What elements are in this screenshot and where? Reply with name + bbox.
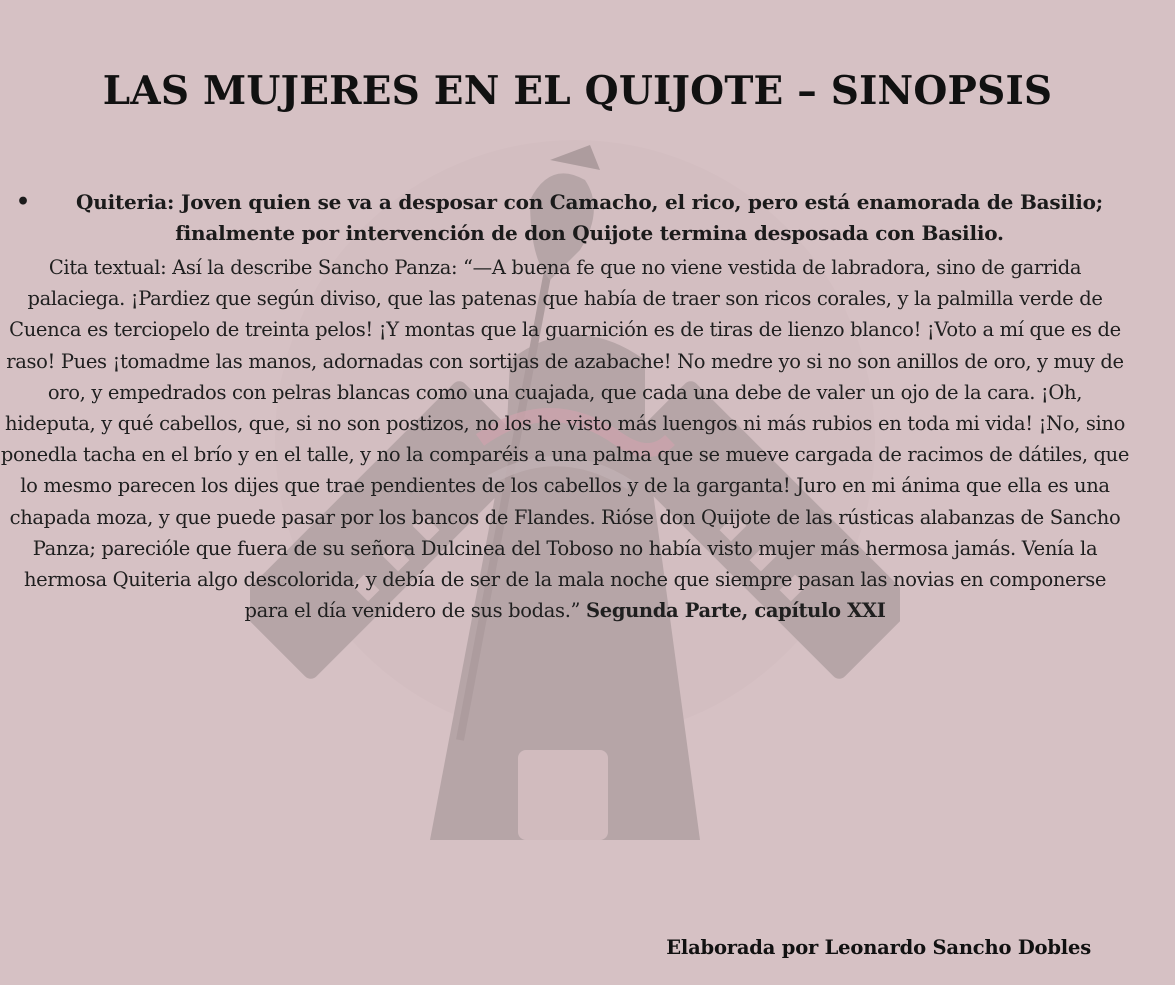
quote-paragraph xyxy=(0,252,1130,626)
bullet-text: Quiteria: Joven quien se va a desposar con Camacho, el rico, pero está enamorada de Basilio; finalmente por intervención de don Quijote termina desposada con Basilio. xyxy=(76,190,1103,245)
quote-text: Cita textual: Así la describe Sancho Panza: “—A buena fe que no viene vestida de labradora, sino de garrida palaciega. ¡Pardiez que según diviso, que las patenas que había de traer son ricos corales, y la palmilla verde de Cuenca es terciopelo de treinta pelos! ¡Y montas que la guarnición es de tiras de lienzo blanco! ¡Voto a mí que es de raso! Pues ¡tomadme las manos, adornadas con sortijas de azabache! No medre yo si no son anillos de oro, y muy de oro, y empedrados con pelras blancas como una cuajada, que cada una debe de valer un ojo de la cara. ¡Oh, hideputa, y qué cabellos, que, si no son postizos, no los he visto más luengos ni más rubios en toda mi vida! ¡No, sino ponedla tacha en el brío y en el talle, y no la comparéis a una palma que se mueve cargada de racimos de dátiles, que lo mesmo parecen los dijes que trae pendientes de los cabellos y de la garganta! Juro en mi ánima que ella es una chapada moza, y que puede pasar por los bancos de Flandes. Rióse don Quijote de las rústicas alabanzas de Sancho Panza; parecióle que fuera de su señora Dulcinea del Toboso no había visto mujer más hermosa jamás. Venía la hermosa Quiteria algo descolorida, y debía de ser de la mala noche que siempre pasan las novias en componerse para el día venidero de sus bodas.” xyxy=(0,256,1130,623)
bullet-item xyxy=(14,187,1119,249)
bullet-marker: • xyxy=(16,189,31,215)
quote-source: Segunda Parte, capítulo XXI xyxy=(586,599,886,623)
page-title: LAS MUJERES EN EL QUIJOTE – SINOPSIS xyxy=(102,68,1053,114)
author-credit: Elaborada por Leonardo Sancho Dobles xyxy=(666,936,1091,959)
